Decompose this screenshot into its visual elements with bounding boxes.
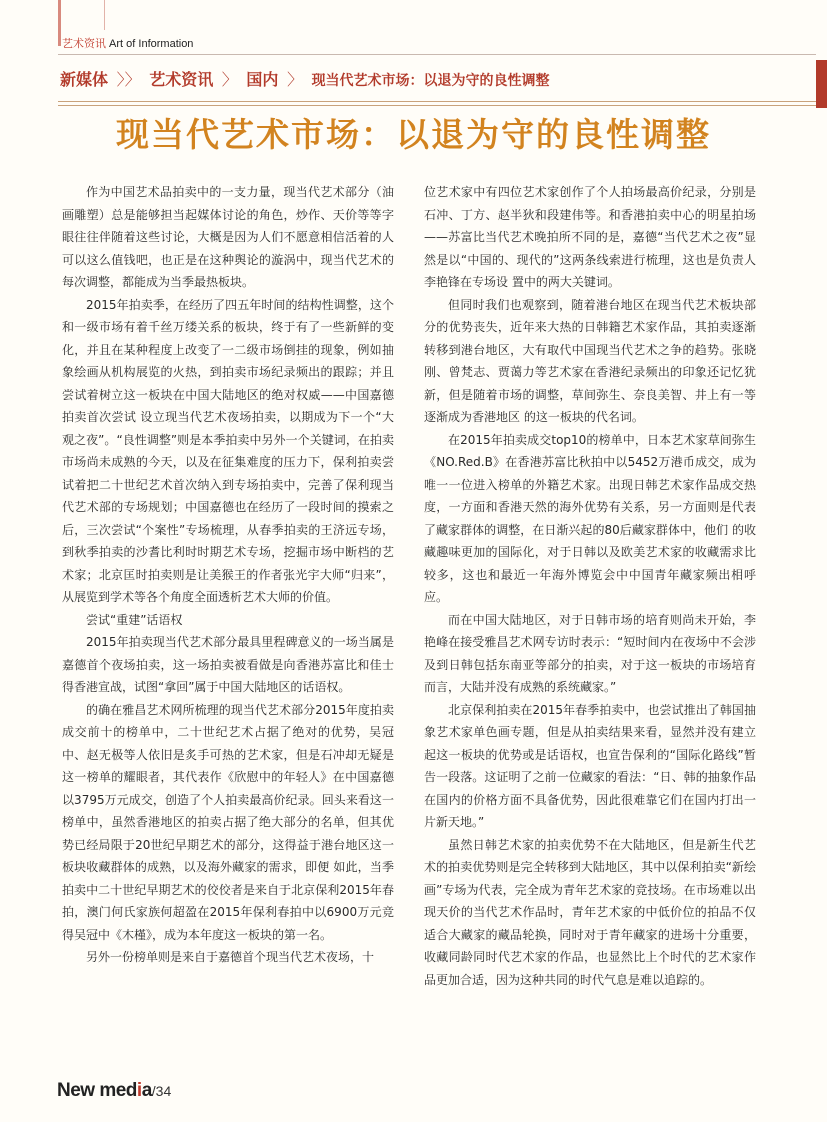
logo-text-prefix: New med (57, 1080, 137, 1101)
section-tag-en: Art of Information (106, 38, 194, 50)
article-column-right (424, 181, 756, 991)
paragraph: 另外一份榜单则是来自于嘉德首个现当代艺术夜场，十 (86, 950, 375, 964)
paragraph: 位艺术家中有四位艺术家创作了个人拍场最高价纪录，分别是石冲、丁方、赵半狄和段建伟等。和香港拍卖中心的明星拍场——苏富比当代艺术晚拍所不同的是，嘉德“当代艺术之夜”显然是以“中国的、现代的”这两条线索进行梳理，这也是负责人李艳锋在专场设 置中的两大关键词。 (424, 185, 756, 289)
breadcrumb-separator: 〉 (221, 70, 238, 89)
page-number: /34 (151, 1083, 172, 1099)
breadcrumb-item-art-news[interactable]: 艺术资讯 (149, 70, 214, 89)
subheading: 尝试“重建”话语权 (86, 612, 183, 627)
paragraph: 而在中国大陆地区，对于日韩市场的培育则尚未开始，李艳峰在接受雅昌艺术网专访时表示：“短时间内在夜场中不会涉及到日韩包括东南亚等部分的拍卖，对于这一板块的市场培育而言，大陆并没有成熟的系统藏家。” (424, 612, 756, 694)
breadcrumb-rule (58, 101, 816, 106)
paragraph: 作为中国艺术品拍卖中的一支力量，现当代艺术部分（油画雕塑）总是能够担当起媒体讨论的角色，炒作、天价等等字眼往往伴随着这些讨论，大概是因为人们不愿意相信活着的人可以这么值钱吧，也正是在这种舆论的漩涡中，现当代艺术的每次调整，都能成为当季最热板块。 (62, 185, 394, 289)
paragraph: 北京保利拍卖在2015年春季拍卖中，也尝试推出了韩国抽象艺术家单色画专题，但是从拍卖结果来看，显然并没有建立起这一板块的优势或是话语权，也宣告保利的“国际化路线”暂告一段落。这证明了之前一位藏家的看法：“日、韩的抽象作品在国内的价格方面不具备优势，因此很难靠它们在国内打出一片新天地。” (424, 702, 756, 829)
breadcrumb (60, 68, 800, 93)
breadcrumb-current: 现当代艺术市场：以退为守的良性调整 (311, 73, 550, 89)
section-tag-cn: 艺术资讯 (62, 37, 106, 50)
paragraph: 虽然日韩艺术家的拍卖优势不在大陆地区，但是新生代艺术的拍卖优势则是完全转移到大陆地区，其中以保利拍卖“新绘画”专场为代表，完全成为青年艺术家的竞技场。在市场难以出现天价的当代艺术作品时，青年艺术家的中低价位的拍品不仅适合大藏家的藏品轮换，同时对于青年藏家的进场十分重要，收藏同龄同时代艺术家的作品，也显然比上个时代的艺术家作品更加合适，因为这种共同的时代气息是难以追踪的。 (424, 837, 756, 987)
paragraph: 但同时我们也观察到，随着港台地区在现当代艺术板块部分的优势丧失，近年来大热的日韩籍艺术家作品，其拍卖逐渐转移到港台地区，大有取代中国现当代艺术之争的趋势。张晓刚、曾梵志、贾蔼力等艺术家在香港纪录频出的印象还记忆犹新，但是随着市场的调整，草间弥生、奈良美智、井上有一等逐渐成为香港地区 的这一板块的代名词。 (424, 297, 756, 424)
page-footer (57, 1080, 171, 1102)
article-title: 现当代艺术市场：以退为守的良性调整 (116, 115, 711, 154)
section-tag (62, 37, 193, 51)
logo-text-suffix: a (141, 1080, 152, 1101)
paragraph: 在2015年拍卖成交top10的榜单中，日本艺术家草间弥生《NO.Red.B》在香港苏富比秋拍中以5452万港币成交，成为唯一一位进入榜单的外籍艺术家。出现日韩艺术家作品成交热度，一方面和香港天然的海外优势有关系，另一方面则是代表了藏家群体的调整，在日渐兴起的80后藏家群体中，他们 的收藏趣味更加的国际化，对于日韩以及欧美艺术家的收藏需求比较多，这也和最近一年海外博览会中中国青年藏家频出相呼应。 (424, 432, 756, 604)
right-edge-bar (816, 60, 827, 108)
breadcrumb-separator: 〉〉 (116, 70, 141, 89)
top-stripe-decoration-thin (104, 0, 105, 30)
paragraph: 2015年拍卖季，在经历了四五年时间的结构性调整，这个和一级市场有着千丝万缕关系的板块，终于有了一些新鲜的变化，并且在某种程度上改变了一二级市场倒挂的现象，例如抽象绘画从机构展览的火热，到拍卖市场纪录频出的跟踪；并且尝试着树立这一板块在中国大陆地区的绝对权威——中国嘉德拍卖首次尝试 设立现当代艺术夜场拍卖，以期成为下一个“大观之夜”。“良性调整”则是本季拍卖中另外一个关键词，在拍卖市场尚未成熟的今天，以及在征集难度的压力下，保利拍卖尝试着把二十世纪艺术首次纳入到专场拍卖中，完善了保利现当代艺术部的专场规划；中国嘉德也在经历了一段时间的摸索之后，三次尝试“个案性”专场梳理，从春季拍卖的王济远专场，到秋季拍卖的沙耆比利时时期艺术专场，挖掘市场中断档的艺术家；北京匡时拍卖则是让美猴王的作者张光宇大师“归来”，从展览到学术等各个角度全面透析艺术大师的价值。 (62, 297, 394, 604)
breadcrumb-separator: 〉 (286, 70, 303, 89)
top-stripe-decoration (58, 0, 61, 46)
logo-text-accent: i (136, 1080, 142, 1101)
header-rule (58, 54, 816, 55)
article-column-left (62, 181, 394, 969)
breadcrumb-item-new-media[interactable]: 新媒体 (60, 70, 109, 89)
magazine-logo (57, 1080, 152, 1101)
paragraph: 的确在雅昌艺术网所梳理的现当代艺术部分2015年度拍卖成交前十的榜单中，二十世纪艺术占据了绝对的优势，吴冠中、赵无极等人依旧是炙手可热的艺术家，但是石冲却无疑是这一榜单的耀眼者，其代表作《欣慰中的年轻人》在中国嘉德以3795万元成交，创造了个人拍卖最高价纪录。回头来看这一榜单中，虽然香港地区的拍卖占据了绝大部分的名单，但其优势已经局限于20世纪早期艺术的部分，这得益于港台地区这一板块收藏群体的成熟，以及海外藏家的需求，即便 如此，当季拍卖中二十世纪早期艺术的佼佼者是来自于北京保利2015年春拍，澳门何氏家族何超盈在2015年保利春拍中以6900万元竞得吴冠中《木槿》，成为本年度这一板块的第一名。 (62, 702, 394, 942)
breadcrumb-item-domestic[interactable]: 国内 (246, 70, 279, 89)
paragraph: 2015年拍卖现当代艺术部分最具里程碑意义的一场当属是嘉德首个夜场拍卖，这一场拍卖被看做是向香港苏富比和佳士得香港宣战，试图“拿回”属于中国大陆地区的话语权。 (62, 635, 394, 694)
